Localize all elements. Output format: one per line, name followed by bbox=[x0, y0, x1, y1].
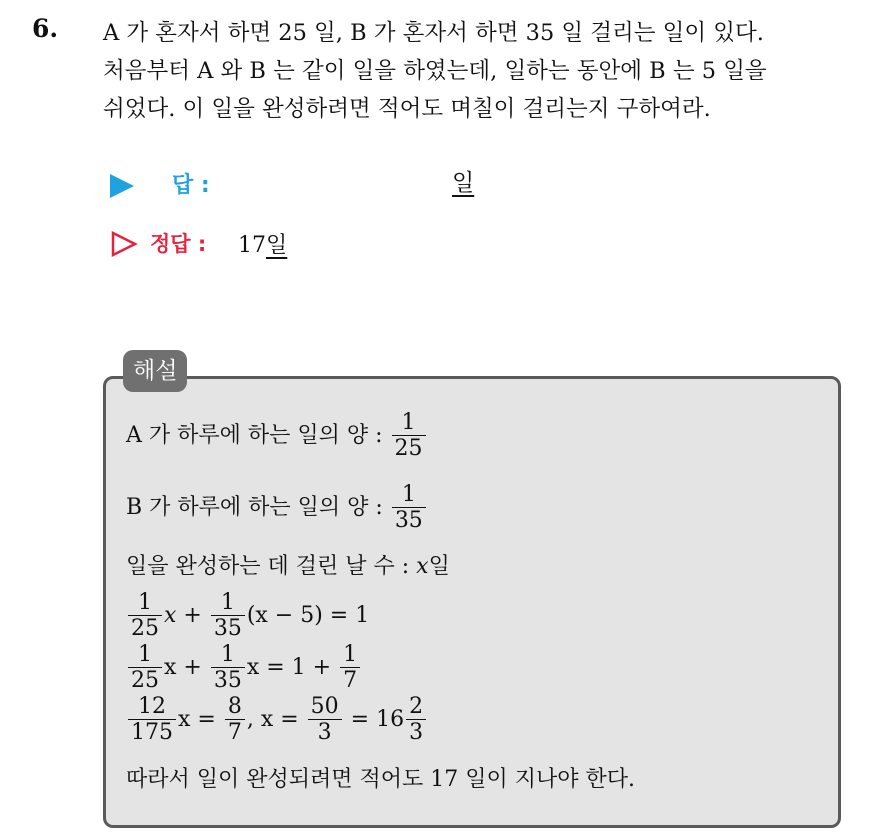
answer-label: 답 : bbox=[172, 173, 210, 198]
question-text bbox=[103, 14, 873, 128]
equation-3: $\frac{12}{175}$ x = $\frac{8}{7}$ , x = $\frac{50}{3}$ = 16 $\frac{2}{3}$ bbox=[126, 694, 428, 746]
equation-2: $\frac{1}{25}$ x + $\frac{1}{35}$ x = 1 + $\frac{1}{7}$ bbox=[126, 642, 362, 694]
solution-line-a: A 가 하루에 하는 일의 양 : $\frac{1}{25}$ bbox=[126, 410, 428, 462]
correct-answer-value: 17일 bbox=[238, 233, 288, 258]
solution-line-b: B 가 하루에 하는 일의 양 : $\frac{1}{35}$ bbox=[126, 482, 428, 534]
question-line: 쉬었다. 이 일을 완성하려면 적어도 며칠이 걸리는지 구하여라. bbox=[103, 96, 711, 122]
outline-arrow-icon bbox=[110, 230, 138, 258]
correct-answer-label: 정답 : bbox=[150, 232, 207, 256]
fraction: $\frac{1}{25}$ bbox=[392, 410, 426, 462]
question-line: 처음부터 A 와 B 는 같이 일을 하였는데, 일하는 동안에 B 는 5 일을 bbox=[103, 58, 767, 84]
solution-conclusion: 따라서 일이 완성되려면 적어도 17 일이 지나야 한다. bbox=[126, 767, 635, 792]
fraction: $\frac{1}{35}$ bbox=[392, 482, 426, 534]
solution-tag: 해설 bbox=[123, 350, 187, 392]
equation-1: $\frac{1}{25}$ x + $\frac{1}{35}$ (x − 5) = 1 bbox=[126, 590, 369, 642]
question-line: A 가 혼자서 하면 25 일, B 가 혼자서 하면 35 일 걸리는 일이 있다. bbox=[103, 20, 764, 46]
answer-unit: 일 bbox=[452, 170, 475, 196]
solution-line-days: 일을 완성하는 데 걸린 날 수 : x일 bbox=[126, 554, 450, 579]
play-arrow-icon bbox=[110, 174, 134, 198]
question-number: 6. bbox=[32, 14, 59, 43]
